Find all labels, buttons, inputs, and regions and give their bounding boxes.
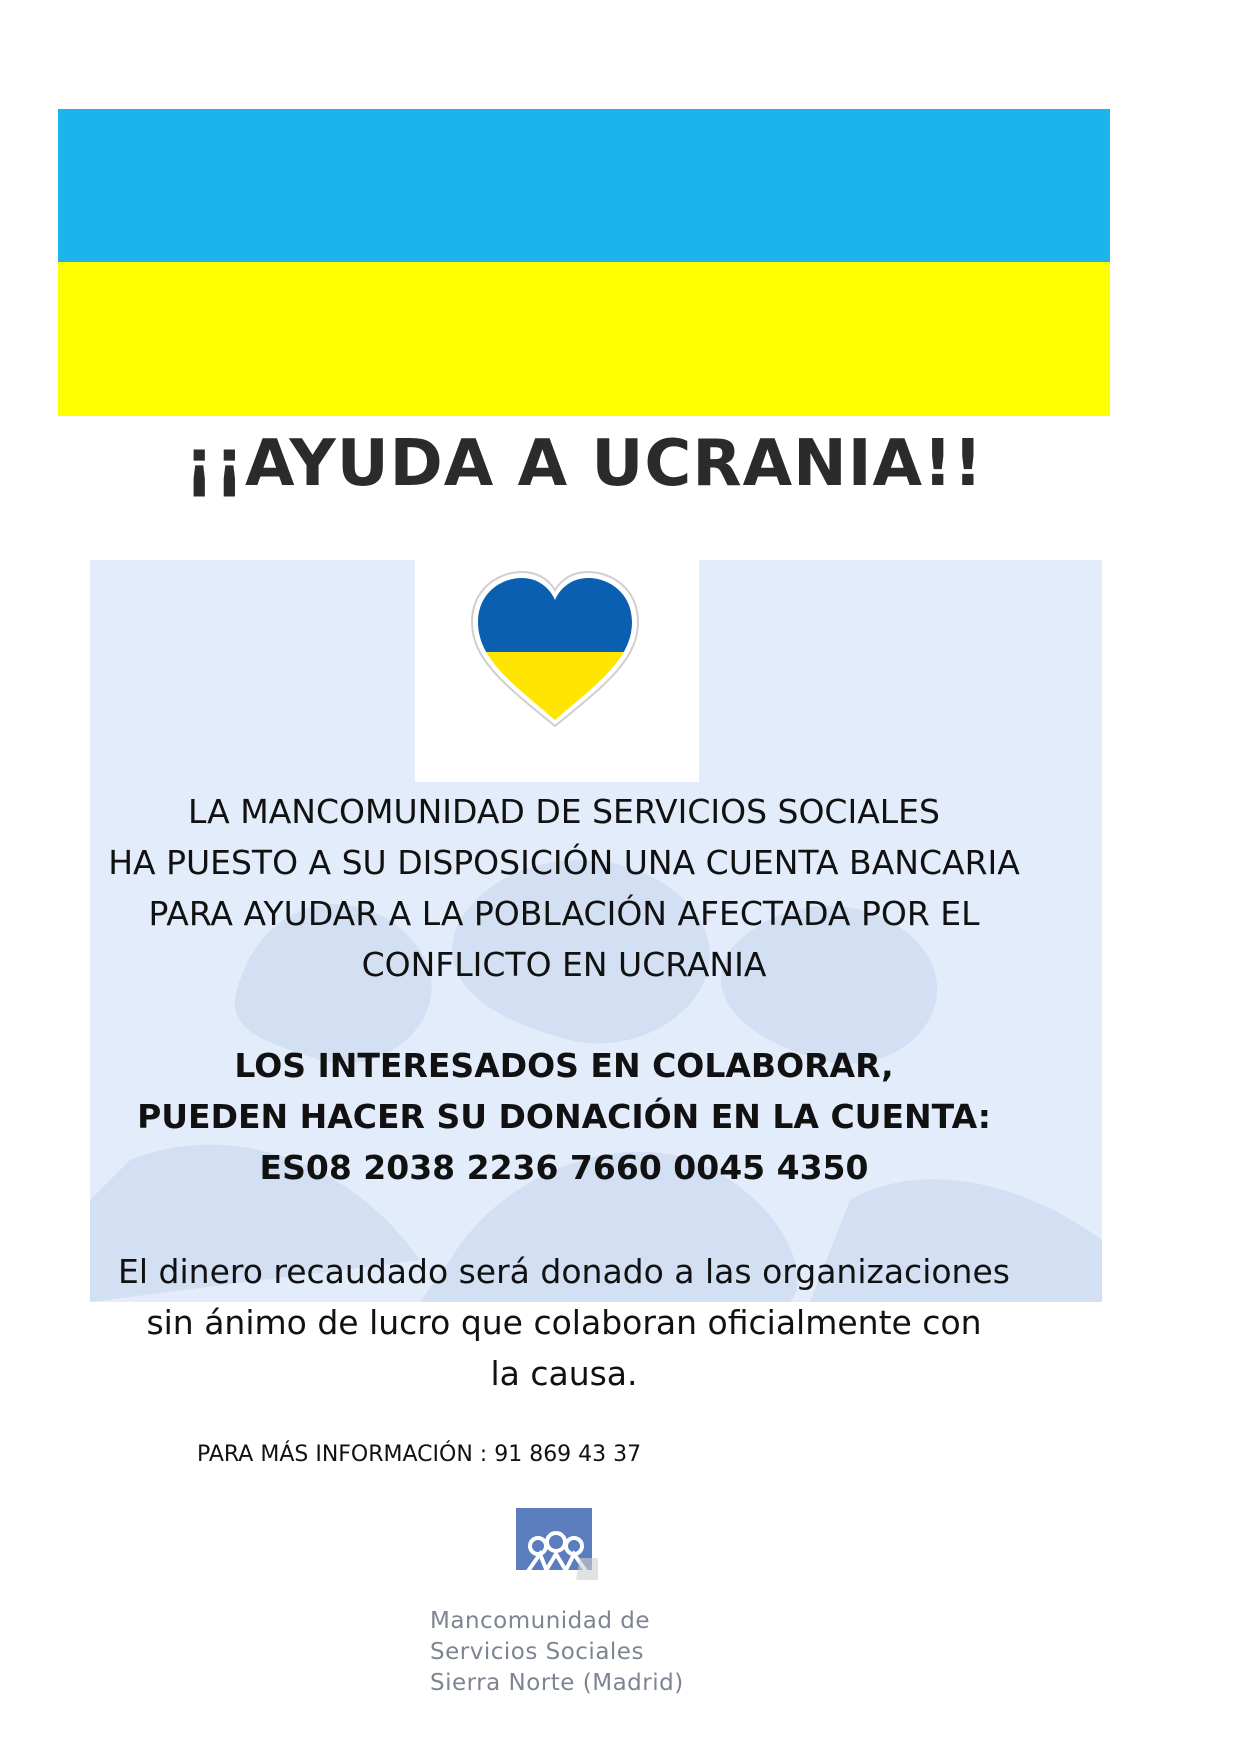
logo [516, 1508, 598, 1580]
heart-icon [470, 570, 640, 730]
logo-caption-line: Sierra Norte (Madrid) [430, 1670, 684, 1696]
contact-info: PARA MÁS INFORMACIÓN : 91 869 43 37 [197, 1442, 642, 1467]
note-line: El dinero recaudado será donado a las organizaciones [118, 1252, 1010, 1291]
donation-line: PUEDEN HACER SU DONACIÓN EN LA CUENTA: [137, 1097, 991, 1136]
note-paragraph [58, 1246, 1070, 1399]
logo-caption-line: Mancomunidad de [430, 1608, 651, 1634]
intro-paragraph [58, 786, 1070, 990]
flag-yellow-stripe [58, 262, 1110, 416]
logo-caption-line: Servicios Sociales [430, 1639, 644, 1665]
note-line: la causa. [490, 1354, 638, 1393]
logo-people-icon [516, 1508, 598, 1580]
donation-line: LOS INTERESADOS EN COLABORAR, [234, 1046, 894, 1085]
intro-line: CONFLICTO EN UCRANIA [361, 945, 767, 984]
intro-line: LA MANCOMUNIDAD DE SERVICIOS SOCIALES [188, 792, 940, 831]
logo-caption [430, 1606, 684, 1699]
donation-paragraph [58, 1040, 1070, 1193]
note-line: sin ánimo de lucro que colaboran oficialmente con [146, 1303, 982, 1342]
page-title: ¡¡AYUDA A UCRANIA!! [184, 427, 984, 501]
bank-account-number: ES08 2038 2236 7660 0045 4350 [259, 1148, 869, 1187]
intro-line: HA PUESTO A SU DISPOSICIÓN UNA CUENTA BANCARIA [108, 843, 1020, 882]
flag-blue-stripe [58, 109, 1110, 262]
intro-line: PARA AYUDAR A LA POBLACIÓN AFECTADA POR EL [148, 894, 980, 933]
heart-panel [415, 560, 699, 782]
